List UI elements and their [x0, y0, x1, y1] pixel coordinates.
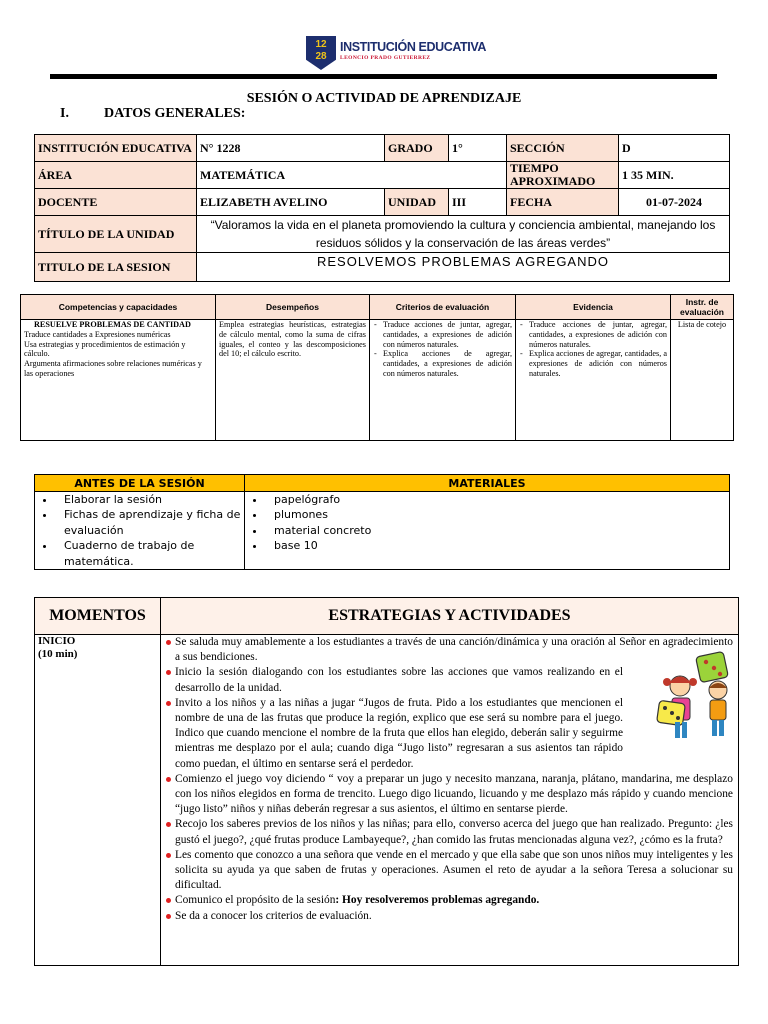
header-estrategias: ESTRATEGIAS Y ACTIVIDADES [161, 598, 739, 635]
table-row [35, 189, 730, 216]
institucion-label: INSTITUCIÓN EDUCATIVA [35, 135, 197, 162]
header-criterios: Criterios de evaluación [370, 295, 516, 320]
proposito-bold: : Hoy resolveremos problemas agregando. [335, 894, 540, 907]
momentos-table [34, 597, 739, 966]
list-item: Inicio la sesión dialogando con los estudiantes sobre las acciones que vamos realizando en el desarrollo de la unidad. [175, 665, 733, 695]
proposito-prefix: Comunico el propósito de la sesión [175, 894, 336, 907]
competencias-table [20, 294, 734, 441]
table-row [21, 320, 734, 441]
section-title: DATOS GENERALES: [104, 106, 246, 121]
unidad-label: UNIDAD [385, 189, 449, 216]
titulo-sesion-value: RESOLVEMOS PROBLEMAS AGREGANDO [197, 253, 730, 282]
tiempo-label: TIEMPO APROXIMADO [507, 162, 619, 189]
evidencia-item: - Explica acciones de agregar, cantidades, a expresiones de adición con números naturales. [529, 349, 667, 378]
logo-number-top: 12 [315, 39, 327, 50]
table-row [35, 253, 730, 282]
datos-generales-table [34, 134, 730, 282]
header-evidencia: Evidencia [516, 295, 671, 320]
logo-subtitle: LEONCIO PRADO GUTIERREZ [340, 55, 431, 61]
fecha-value: 01-07-2024 [619, 189, 730, 216]
list-item: Comienzo el juego voy diciendo “ voy a preparar un jugo y necesito manzana, naranja, plátano, mandarina, me desplazo con los niños elegidos en forma de trencito. Luego digo licuando, licuando y me desplazo más rápido y cuando mencione “jugo listo” niños y niñas deberán regresar a sus asientos, el último en sentarse pierde. [175, 772, 733, 818]
desempeno-cell: Emplea estrategias heurísticas, estrategias de cálculo mental, como la suma de cifras iguales, el conteo y las descomposiciones del 10; el cálculo escrito. [216, 320, 370, 441]
header-desempenos: Desempeños [216, 295, 370, 320]
capacidad-item: Argumenta afirmaciones sobre relaciones numéricas y las operaciones [24, 359, 202, 378]
docente-label: DOCENTE [35, 189, 197, 216]
section-number: I. [60, 106, 69, 121]
list-item: • Elaborar la sesión [56, 492, 241, 507]
grado-label: GRADO [385, 135, 449, 162]
area-value: MATEMÁTICA [197, 162, 507, 189]
institucion-value: N° 1228 [197, 135, 385, 162]
list-item: Les comento que conozco a una señora que vende en el mercado y que ella sabe que son unos niños muy inteligentes y les solicita su ayuda ya que saben de frutas y operaciones. Asumen el reto de ayudar a la señora Teresa a solucionar su dificultad. [175, 848, 733, 894]
table-row [35, 162, 730, 189]
evidencia-cell [516, 320, 671, 441]
logo-title: INSTITUCIÓN EDUCATIVA [340, 40, 486, 54]
children-dice-illustration [656, 650, 740, 746]
instrumento-cell: Lista de cotejo [671, 320, 734, 441]
logo-number-bottom: 28 [315, 51, 327, 62]
evidencia-item: - Traduce acciones de juntar, agregar, cantidades, a expresiones de adición con números naturales. [529, 320, 667, 349]
seccion-label: SECCIÓN [507, 135, 619, 162]
docente-value: ELIZABETH AVELINO [197, 189, 385, 216]
table-row [35, 216, 730, 253]
antes-sesion-table [34, 474, 730, 570]
institution-logo [306, 36, 486, 74]
table-row [35, 635, 739, 966]
titulo-sesion-label: TITULO DE LA SESION [35, 253, 197, 282]
list-item: • Cuaderno de trabajo de matemática. [56, 538, 241, 569]
tiempo-value: 1 35 MIN. [619, 162, 730, 189]
actividades-cell [161, 635, 739, 966]
competencia-cell [21, 320, 216, 441]
list-item: Recojo los saberes previos de los niños y las niñas; para ello, converso acerca del juego que han realizado. Pregunto: ¿les gustó el juego?, ¿qué frutas produce Lambayeque?, ¿han comido las frutas mencionadas alguna vez?, ¿cómo es la fruta? [175, 817, 733, 847]
header-instrumento: Instr. de evaluación [671, 295, 734, 320]
inicio-cell [35, 635, 161, 966]
header-competencias: Competencias y capacidades [21, 295, 216, 320]
fecha-label: FECHA [507, 189, 619, 216]
list-item: • papelógrafo [266, 492, 726, 507]
header-antes: ANTES DE LA SESIÓN [35, 475, 245, 492]
capacidad-item: Usa estrategias y procedimientos de estimación y cálculo. [24, 339, 186, 359]
area-label: ÁREA [35, 162, 197, 189]
table-header-row [35, 475, 730, 492]
header-rule [50, 74, 717, 79]
criterio-item: - Traduce acciones de juntar, agregar, cantidades, a expresiones de adición con números naturales. [383, 320, 512, 349]
titulo-unidad-label: TÍTULO DE LA UNIDAD [35, 216, 197, 253]
header-materiales: MATERIALES [245, 475, 730, 492]
capacidad-item: Traduce cantidades a Expresiones numéricas [24, 329, 171, 339]
materiales-cell [245, 492, 730, 570]
unidad-value: III [449, 189, 507, 216]
header-momentos: MOMENTOS [35, 598, 161, 635]
table-row [35, 492, 730, 570]
table-row [35, 135, 730, 162]
list-item: • material concreto [266, 523, 726, 538]
grado-value: 1° [449, 135, 507, 162]
list-item [175, 893, 733, 908]
list-item: • Fichas de aprendizaje y ficha de evaluación [56, 507, 241, 538]
list-item: Se da a conocer los criterios de evaluación. [175, 909, 733, 924]
competencia-title: RESUELVE PROBLEMAS DE CANTIDAD [34, 320, 191, 329]
seccion-value: D [619, 135, 730, 162]
document-title: SESIÓN O ACTIVIDAD DE APRENDIZAJE [246, 91, 522, 106]
titulo-unidad-value: “Valoramos la vida en el planeta promoviendo la cultura y conciencia ambiental, manejando los residuos sólidos y la conservación de las áreas verdes” [197, 216, 730, 253]
inicio-label: INICIO [38, 635, 76, 647]
criterio-item: - Explica acciones de agregar, cantidades, a expresiones de adición con números naturales. [383, 349, 512, 378]
list-item: • base 10 [266, 538, 726, 553]
list-item: Invito a los niños y a las niñas a jugar “Jugos de fruta. Pido a los estudiantes que mencionen el nombre de una de las frutas que produce la región, explico que ese será su nombre para el juego. Indico que cuando mencione el nombre de la fruta que ellos han elegido, deberán salir y seguirme mientras me desplazo por el aula; cuando diga “Jugo listo” regresaran a sus asientos tan rápido como puedan, el último en sentarse será el perdedor. [175, 696, 733, 772]
antes-cell [35, 492, 245, 570]
list-item: Se saluda muy amablemente a los estudiantes a través de una canción/dinámica y una oración al Señor en agradecimiento a sus bendiciones. [175, 635, 733, 665]
list-item: • plumones [266, 507, 726, 522]
criterios-cell [370, 320, 516, 441]
table-header-row [35, 598, 739, 635]
inicio-time: (10 min) [38, 648, 78, 660]
table-header-row [21, 295, 734, 320]
